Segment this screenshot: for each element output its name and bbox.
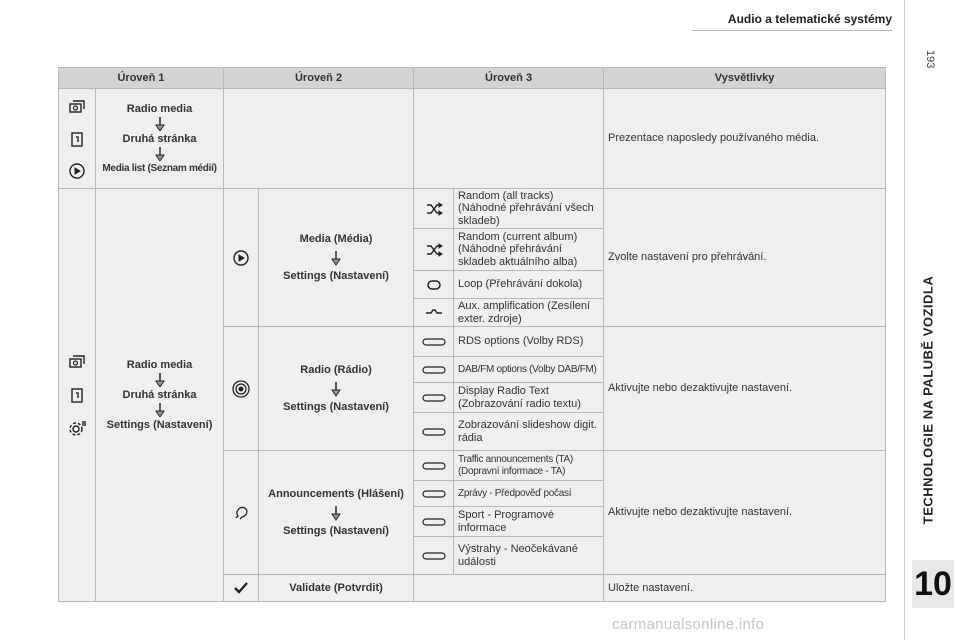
col-header-explanation: Vysvětlivky xyxy=(604,68,886,89)
watermark: carmanualsonline.info xyxy=(612,616,765,633)
empty-cell xyxy=(224,89,414,189)
icon-cell xyxy=(414,189,454,229)
level3-cell: Random (current album) (Náhodné přehrávání skladeb aktuálního alba) xyxy=(454,229,604,271)
loop-icon xyxy=(424,275,444,295)
icon-cell xyxy=(224,451,259,575)
icon-cell xyxy=(59,189,96,602)
icon-cell xyxy=(414,229,454,271)
media-list-icon xyxy=(67,161,87,181)
level2-cell: Validate (Potvrdit) xyxy=(259,575,414,602)
level2-cell xyxy=(259,327,414,451)
icon-cell xyxy=(414,481,454,507)
header-divider xyxy=(692,30,892,31)
level3-cell: Traffic announcements (TA) (Dopravní informace - TA) xyxy=(454,451,604,481)
level2-cell xyxy=(259,451,414,575)
radio-media-icon xyxy=(67,97,87,117)
arrow-down-icon xyxy=(155,373,165,387)
level2-item: Announcements (Hlášení) xyxy=(268,488,404,501)
table-row xyxy=(59,189,886,229)
icon-cell xyxy=(414,507,454,537)
media-icon xyxy=(231,248,251,268)
explanation-cell: Aktivujte nebo dezaktivujte nastavení. xyxy=(604,327,886,451)
second-page-icon xyxy=(67,129,87,149)
icon-cell xyxy=(414,327,454,357)
settings-icon xyxy=(67,418,87,438)
level3-cell: Display Radio Text (Zobrazování radio textu) xyxy=(454,383,604,413)
level3-cell: Výstrahy - Neočekávané události xyxy=(454,537,604,575)
chapter-title-vertical: TECHNOLOGIE NA PALUBĚ VOZIDLA xyxy=(920,275,936,525)
level2-item: Settings (Nastavení) xyxy=(283,269,389,282)
level2-item: Settings (Nastavení) xyxy=(283,400,389,413)
icon-cell xyxy=(224,575,259,602)
header-row xyxy=(59,68,886,89)
icon-cell xyxy=(224,327,259,451)
radio-icon xyxy=(231,379,251,399)
level2-item: Settings (Nastavení) xyxy=(283,524,389,537)
toggle-icon xyxy=(421,546,447,566)
level1-item: Druhá stránka xyxy=(122,388,197,401)
empty-cell xyxy=(414,575,604,602)
explanation-cell: Zvolte nastavení pro přehrávání. xyxy=(604,189,886,327)
menu-table xyxy=(58,67,886,602)
icon-cell xyxy=(414,537,454,575)
radio-media-icon xyxy=(67,352,87,372)
level3-cell: Loop (Přehrávání dokola) xyxy=(454,271,604,299)
level1-cell xyxy=(96,189,224,602)
level3-cell: Sport - Programové informace xyxy=(454,507,604,537)
toggle-icon xyxy=(421,360,447,380)
toggle-icon xyxy=(421,484,447,504)
icon-cell xyxy=(414,299,454,327)
level3-cell: Aux. amplification (Zesílení exter. zdroje) xyxy=(454,299,604,327)
page-header-title: Audio a telematické systémy xyxy=(727,12,892,26)
icon-cell xyxy=(414,451,454,481)
checkmark-icon xyxy=(234,581,248,595)
level3-cell: Zprávy - Předpověď počasí xyxy=(454,481,604,507)
icon-cell xyxy=(414,271,454,299)
level1-item: Druhá stránka xyxy=(122,132,197,145)
icon-cell xyxy=(414,357,454,383)
arrow-down-icon xyxy=(331,248,341,268)
col-header-level3: Úroveň 3 xyxy=(414,68,604,89)
toggle-icon xyxy=(421,512,447,532)
explanation-cell: Uložte nastavení. xyxy=(604,575,886,602)
empty-cell xyxy=(414,89,604,189)
arrow-down-icon xyxy=(331,503,341,523)
level1-cell xyxy=(96,89,224,189)
shuffle-all-icon xyxy=(424,199,444,219)
side-divider xyxy=(904,0,905,640)
level3-cell: Zobrazování slideshow digit. rádia xyxy=(454,413,604,451)
level3-cell: DAB/FM options (Volby DAB/FM) xyxy=(454,357,604,383)
announcements-icon xyxy=(231,503,251,523)
arrow-down-icon xyxy=(155,403,165,417)
level3-cell: Random (all tracks) (Náhodné přehrávání všech skladeb) xyxy=(454,189,604,229)
aux-icon xyxy=(424,303,444,323)
col-header-level1: Úroveň 1 xyxy=(59,68,224,89)
level2-item: Media (Média) xyxy=(299,233,373,246)
table-row xyxy=(59,89,886,189)
toggle-icon xyxy=(421,456,447,476)
icon-cell xyxy=(59,89,96,189)
icon-cell xyxy=(414,413,454,451)
level1-item: Media list (Seznam médií) xyxy=(102,163,217,175)
explanation-cell: Prezentace naposledy používaného média. xyxy=(604,89,886,189)
icon-cell xyxy=(414,383,454,413)
level1-item: Settings (Nastavení) xyxy=(106,419,213,432)
arrow-down-icon xyxy=(155,117,165,131)
second-page-icon xyxy=(67,385,87,405)
arrow-down-icon xyxy=(331,379,341,399)
arrow-down-icon xyxy=(155,147,165,161)
toggle-icon xyxy=(421,332,447,352)
icon-cell xyxy=(224,189,259,327)
toggle-icon xyxy=(421,422,447,442)
level1-item: Radio media xyxy=(126,102,193,115)
page-number: 193 xyxy=(924,50,936,69)
toggle-icon xyxy=(421,388,447,408)
level1-item: Radio media xyxy=(126,358,193,371)
explanation-cell: Aktivujte nebo dezaktivujte nastavení. xyxy=(604,451,886,575)
level2-cell xyxy=(259,189,414,327)
col-header-level2: Úroveň 2 xyxy=(224,68,414,89)
level3-cell: RDS options (Volby RDS) xyxy=(454,327,604,357)
level2-item: Radio (Rádio) xyxy=(300,364,372,377)
chapter-number: 10 xyxy=(912,560,954,608)
shuffle-album-icon xyxy=(424,240,444,260)
